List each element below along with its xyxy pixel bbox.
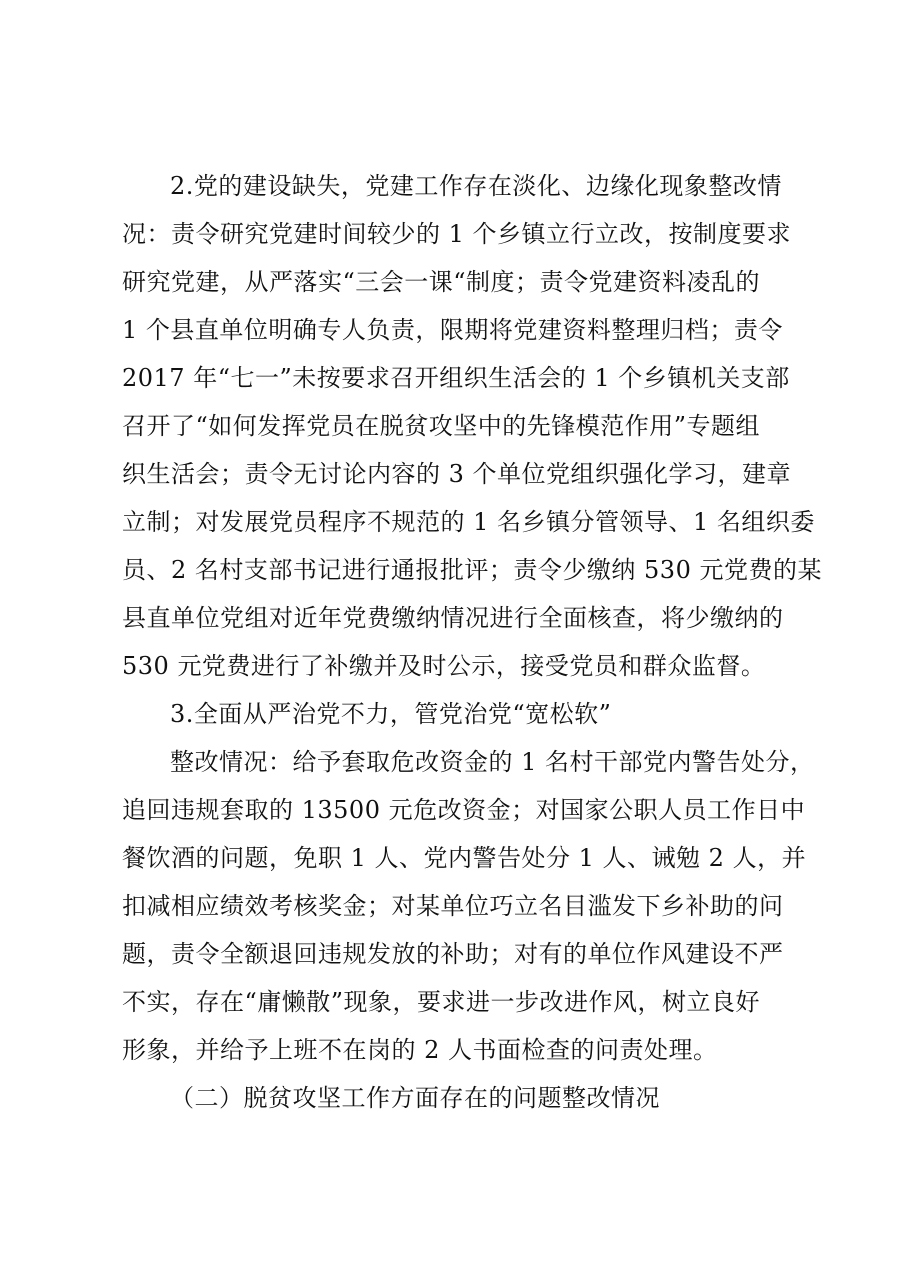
section-3-heading: 3.全面从严治党不力，管党治党“宽松软” <box>170 700 612 728</box>
paragraph-2-line-3: 研究党建，从严落实“三会一课“制度；责令党建资料凌乱的 <box>122 268 761 296</box>
paragraph-3-line-2: 追回违规套取的 13500 元危改资金；对国家公职人员工作日中 <box>122 796 806 824</box>
paragraph-2-line-8: 立制；对发展党员程序不规范的 1 名乡镇分管领导、1 名组织委 <box>122 508 815 536</box>
paragraph-3-line-7: 形象，并给予上班不在岗的 2 人书面检查的问责处理。 <box>122 1036 718 1064</box>
paragraph-3-line-1: 整改情况：给予套取危改资金的 1 名村干部党内警告处分， <box>170 748 815 776</box>
paragraph-3-line-4: 扣减相应绩效考核奖金；对某单位巧立名目滥发下乡补助的问 <box>122 892 784 920</box>
paragraph-2-line-6: 召开了“如何发挥党员在脱贫攻坚中的先锋模范作用”专题组 <box>122 412 761 440</box>
paragraph-2-line-7: 织生活会；责令无讨论内容的 3 个单位党组织强化学习，建章 <box>122 460 792 488</box>
paragraph-2-line-1: 2.党的建设缺失，党建工作存在淡化、边缘化现象整改情 <box>170 172 782 200</box>
paragraph-2-line-2: 况：责令研究党建时间较少的 1 个乡镇立行立改，按制度要求 <box>122 220 792 248</box>
paragraph-3-line-6: 不实，存在“庸懒散”现象，要求进一步改进作风，树立良好 <box>122 988 761 1016</box>
paragraph-3-line-3: 餐饮酒的问题，免职 1 人、党内警告处分 1 人、诫勉 2 人，并 <box>122 844 807 872</box>
paragraph-3-line-5: 题，责令全额退回违规发放的补助；对有的单位作风建设不严 <box>122 940 784 968</box>
paragraph-2-line-5: 2017 年“七一”未按要求召开组织生活会的 1 个乡镇机关支部 <box>122 364 790 392</box>
section-two-heading: （二）脱贫攻坚工作方面存在的问题整改情况 <box>170 1084 660 1112</box>
paragraph-2-line-4: 1 个县直单位明确专人负责，限期将党建资料整理归档；责令 <box>122 316 783 344</box>
paragraph-2-line-10: 县直单位党组对近年党费缴纳情况进行全面核查，将少缴纳的 <box>122 604 784 632</box>
paragraph-2-line-9: 员、2 名村支部书记进行通报批评；责令少缴纳 530 元党费的某 <box>122 556 822 584</box>
paragraph-2-line-11: 530 元党费进行了补缴并及时公示，接受党员和群众监督。 <box>122 652 766 680</box>
